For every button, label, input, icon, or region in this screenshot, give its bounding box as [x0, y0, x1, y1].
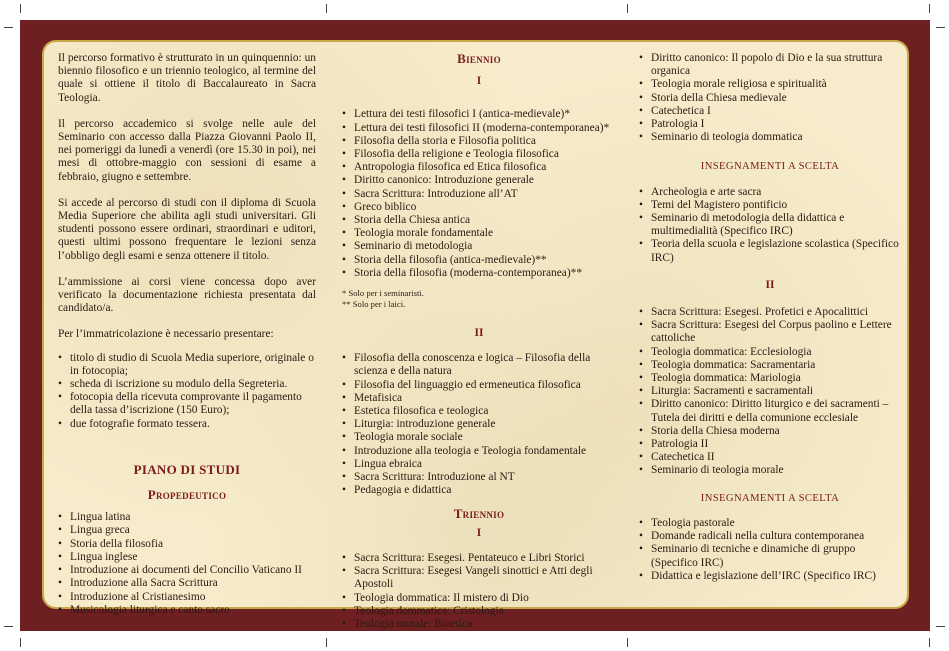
list-item: • Archeologia e arte sacra — [639, 186, 901, 199]
list-item: • Lingua ebraica — [342, 458, 616, 471]
triennio-year-1-list — [342, 552, 616, 631]
list-item: • Lingua inglese — [58, 551, 316, 564]
list-item: • Liturgia: introduzione generale — [342, 418, 616, 431]
list-item: • Lettura dei testi filosofici I (antica-medievale)* — [342, 108, 616, 121]
list-item: • Sacra Scrittura: Esegesi. Profetici e Apocalittici — [639, 306, 901, 319]
crop-mark — [20, 4, 21, 13]
biennio-year-2-label: II — [474, 327, 484, 340]
list-item: • Teologia morale fondamentale — [342, 227, 616, 240]
intro-paragraph: Si accede al percorso di studi con il diploma di Scuola Media Superiore che abilita agli studi universitari. Gli studenti possono essere ordinari, straordinari e uditori, questi ultimi possono frequentare le lezioni senza l’obbligo degli esami e senza ottenere il titolo. — [58, 196, 316, 262]
biennio-year-2-list — [342, 352, 616, 497]
intro-paragraph: Il percorso accademico si svolge nelle aule del Seminario con accesso dalla Piazza Giovanni Paolo II, nei pomeriggi da lunedì a venerdì (ore 15.30 in poi), nei mesi di ottobre-maggio con sessioni di esame a febbraio, giugno e settembre. — [58, 117, 316, 183]
list-item: • Teologia pastorale — [639, 517, 901, 530]
list-item: • Seminario di teologia morale — [639, 464, 901, 477]
intro-column — [58, 52, 316, 617]
list-item: • Didattica e legislazione dell’IRC (Specifico IRC) — [639, 570, 901, 583]
list-item: • Storia della filosofia (moderna-contemporanea)** — [342, 267, 616, 280]
list-item: • Catechetica I — [639, 105, 901, 118]
list-item: • Patrologia I — [639, 118, 901, 131]
list-item: • Introduzione ai documenti del Concilio Vaticano II — [58, 564, 316, 577]
list-item: • Lettura dei testi filosofici II (moderna-contemporanea)* — [342, 122, 616, 135]
list-item: • Storia della Chiesa medievale — [639, 92, 901, 105]
crop-mark — [4, 27, 13, 28]
list-item: • Storia della filosofia — [58, 538, 316, 551]
triennio-year-2-list — [639, 306, 901, 478]
intro-text — [58, 52, 316, 342]
list-item: • Musicologia liturgica e canto sacro — [58, 604, 316, 617]
crop-mark — [326, 638, 327, 647]
list-item: • Introduzione alla teologia e Teologia fondamentale — [342, 445, 616, 458]
list-item: • Lingua latina — [58, 511, 316, 524]
scelta-title: INSEGNAMENTI A SCELTA — [700, 161, 840, 173]
triennio-year-1-label: I — [476, 526, 482, 539]
crop-mark — [929, 638, 930, 647]
list-item: • Seminario di metodologia della didattica e multimedialità (Specifico IRC) — [639, 212, 901, 238]
list-item: • Temi del Magistero pontificio — [639, 199, 901, 212]
list-item: • Greco biblico — [342, 201, 616, 214]
triennio-year-1-list-continued — [639, 52, 901, 144]
list-item: • Domande radicali nella cultura contemporanea — [639, 530, 901, 543]
list-item: • Seminario di metodologia — [342, 240, 616, 253]
biennio-column — [342, 52, 616, 631]
list-item: • Lingua greca — [58, 524, 316, 537]
crop-mark — [929, 4, 930, 13]
list-item: • scheda di iscrizione su modulo della Segreteria. — [58, 378, 316, 391]
biennio-year-1-list — [342, 108, 616, 280]
list-item: • Diritto canonico: Il popolo di Dio e la sua struttura organica — [639, 52, 901, 78]
scelta-title: INSEGNAMENTI A SCELTA — [700, 492, 840, 504]
list-item: • Diritto canonico: Diritto liturgico e dei sacramenti – Tutela dei diritti e della comunione ecclesiale — [639, 398, 901, 424]
list-item: • Patrologia II — [639, 438, 901, 451]
list-item: • Sacra Scrittura: Esegesi Vangeli sinottici e Atti degli Apostoli — [342, 565, 616, 591]
list-item: • Sacra Scrittura: Introduzione al NT — [342, 471, 616, 484]
list-item: • Filosofia del linguaggio ed ermeneutica filosofica — [342, 379, 616, 392]
list-item: • Sacra Scrittura: Esegesi. Pentateuco e Libri Storici — [342, 552, 616, 565]
list-item: • Teoria della scuola e legislazione scolastica (Specifico IRC) — [639, 238, 901, 264]
crop-mark — [627, 4, 628, 13]
brochure-panel — [42, 40, 909, 630]
list-item: • Seminario di teologia dommatica — [639, 131, 901, 144]
crop-mark — [20, 638, 21, 647]
list-item: • Teologia dommatica: Sacramentaria — [639, 359, 901, 372]
triennio-column — [639, 52, 901, 583]
crop-mark — [936, 27, 945, 28]
crop-mark — [627, 638, 628, 647]
scelta-list-2 — [639, 517, 901, 583]
list-item: • Introduzione alla Sacra Scrittura — [58, 577, 316, 590]
scelta-list-1 — [639, 186, 901, 265]
list-item: • Storia della filosofia (antica-medievale)** — [342, 254, 616, 267]
list-item: • fotocopia della ricevuta comprovante il pagamento della tassa d’iscrizione (150 Euro); — [58, 391, 316, 417]
list-item: • Metafisica — [342, 392, 616, 405]
footnote: * Solo per i seminaristi. — [342, 288, 424, 299]
list-item: • Teologia morale religiosa e spiritualità — [639, 78, 901, 91]
list-item: • Filosofia della religione e Teologia filosofica — [342, 148, 616, 161]
list-item: • Teologia dommatica: Il mistero di Dio — [342, 592, 616, 605]
crop-mark — [936, 626, 945, 627]
requirements-list — [58, 352, 316, 431]
list-item: • Teologia morale sociale — [342, 431, 616, 444]
list-item: • Storia della Chiesa antica — [342, 214, 616, 227]
crop-mark — [4, 626, 13, 627]
list-item: • Seminario di tecniche e dinamiche di gruppo (Specifico IRC) — [639, 543, 901, 569]
list-item: • Sacra Scrittura: Introduzione all’AT — [342, 188, 616, 201]
list-item: • Teologia morale: Bioetica — [342, 618, 616, 631]
list-item: • Liturgia: Sacramenti e sacramentali — [639, 385, 901, 398]
propedeutico-title: Propedeutico — [147, 487, 227, 503]
biennio-title: Biennio — [457, 51, 501, 66]
intro-paragraph: Il percorso formativo è strutturato in un quinquennio: un biennio filosofico e un triennio teologico, al termine del quale si ottiene il titolo di Baccalaureato in Sacra Teologia. — [58, 52, 316, 104]
list-item: • Storia della Chiesa moderna — [639, 425, 901, 438]
list-item: • Teologia dommatica: Cristologia — [342, 605, 616, 618]
list-item: • Estetica filosofica e teologica — [342, 405, 616, 418]
footnote: ** Solo per i laici. — [342, 298, 406, 309]
list-item: • Pedagogia e didattica — [342, 484, 616, 497]
intro-paragraph: Per l’immatricolazione è necessario presentare: — [58, 328, 274, 341]
list-item: • due fotografie formato tessera. — [58, 418, 316, 431]
triennio-title: Triennio — [453, 506, 505, 522]
list-item: • Teologia dommatica: Mariologia — [639, 372, 901, 385]
list-item: • Antropologia filosofica ed Etica filosofica — [342, 161, 616, 174]
intro-paragraph: L’ammissione ai corsi viene concessa dopo aver verificato la documentazione richiesta presentata dal candidato/a. — [58, 275, 316, 315]
triennio-year-2-label: II — [765, 278, 775, 291]
list-item: • Diritto canonico: Introduzione generale — [342, 174, 616, 187]
list-item: • titolo di studio di Scuola Media superiore, originale o in fotocopia; — [58, 352, 316, 378]
propedeutico-list — [58, 511, 316, 617]
list-item: • Catechetica II — [639, 451, 901, 464]
biennio-year-1-label: I — [476, 75, 482, 88]
list-item: • Filosofia della conoscenza e logica – Filosofia della scienza e della natura — [342, 352, 616, 378]
list-item: • Teologia dommatica: Ecclesiologia — [639, 346, 901, 359]
list-item: • Introduzione al Cristianesimo — [58, 591, 316, 604]
list-item: • Filosofia della storia e Filosofia politica — [342, 135, 616, 148]
piano-title: PIANO DI STUDI — [133, 461, 241, 477]
crop-mark — [326, 4, 327, 13]
list-item: • Sacra Scrittura: Esegesi del Corpus paolino e Lettere cattoliche — [639, 319, 901, 345]
